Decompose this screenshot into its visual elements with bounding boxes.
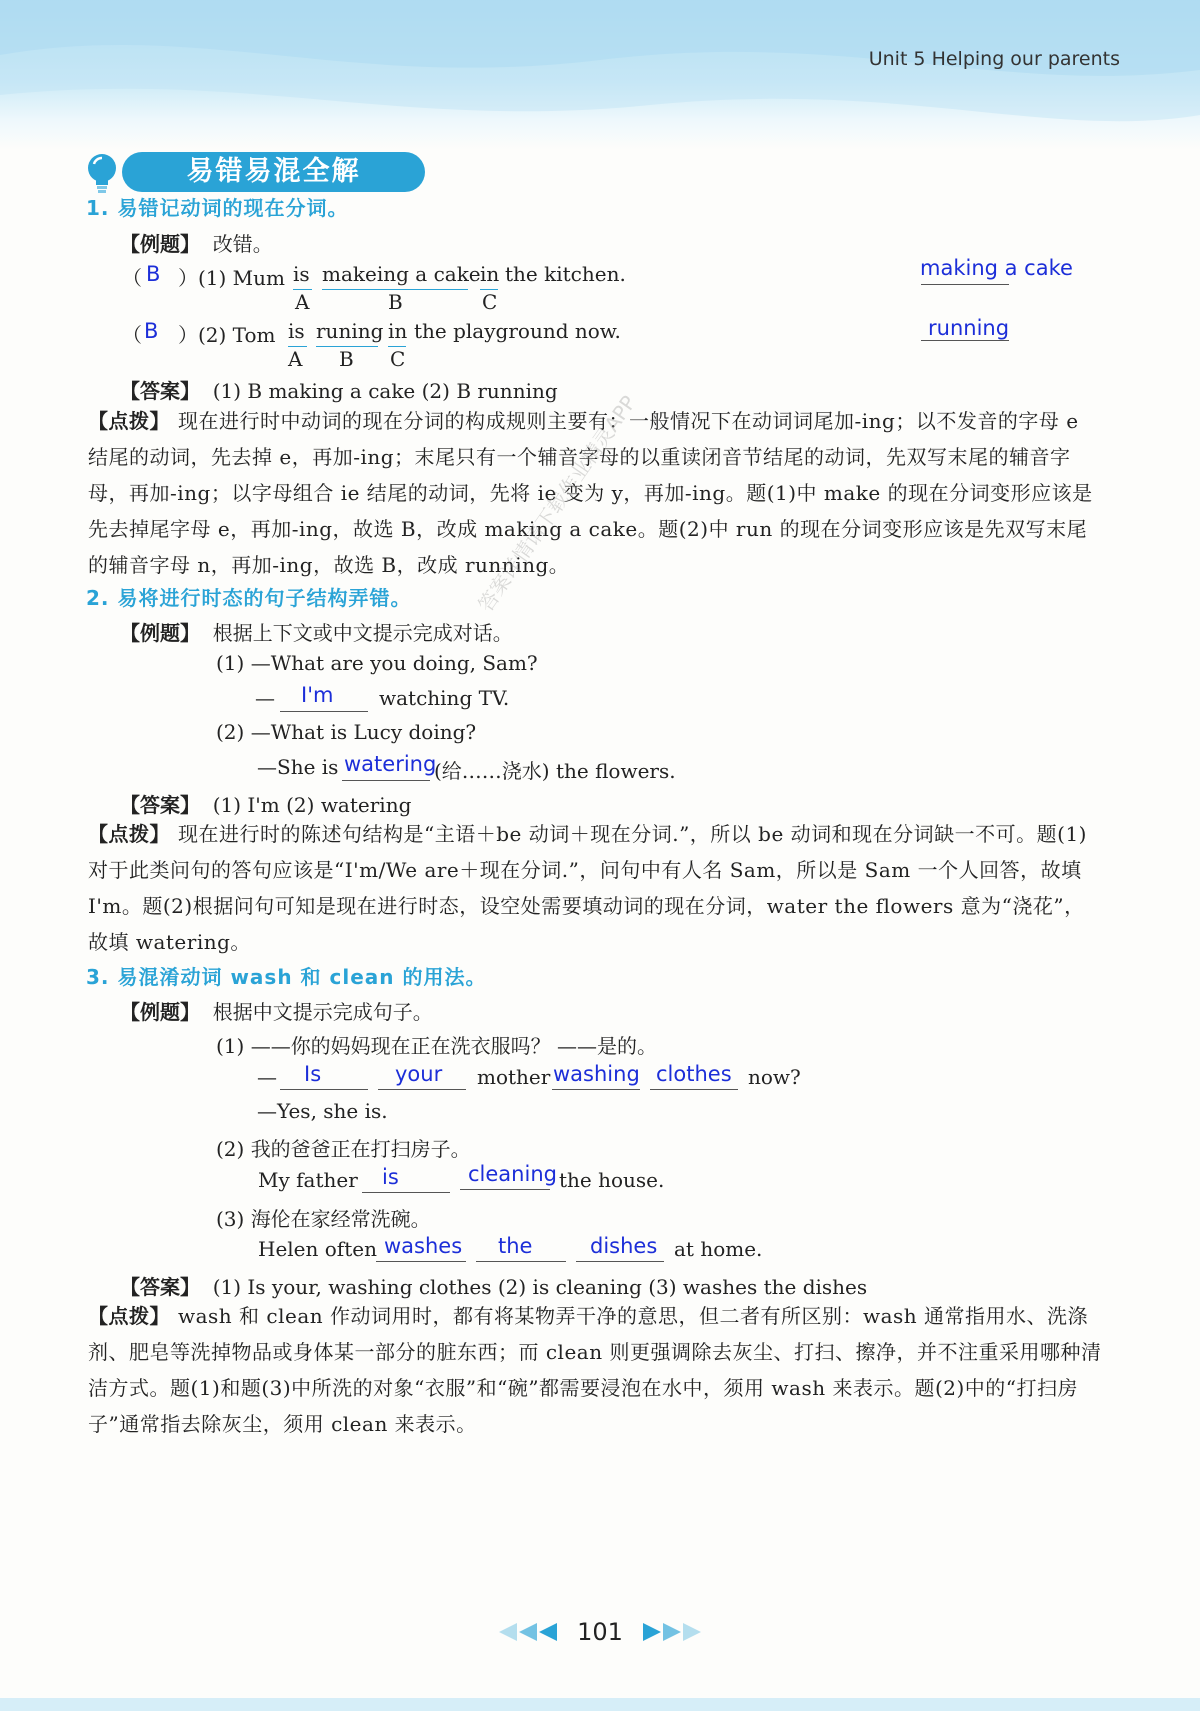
- option-word: is: [293, 262, 310, 286]
- blank-line: [576, 1261, 664, 1262]
- blank-line: [362, 1192, 450, 1193]
- example-label: 【例题】: [120, 232, 200, 256]
- blank-line: [650, 1089, 738, 1090]
- page-footer: [0, 1618, 1200, 1646]
- handwritten-answer: washes: [384, 1234, 463, 1258]
- handwritten-choice: B: [144, 319, 159, 343]
- answer-text: (1) I'm (2) watering: [212, 793, 412, 817]
- answer-label: 【答案】: [120, 793, 200, 817]
- option-word: in: [480, 262, 500, 286]
- arrow-left-icon: [519, 1623, 537, 1641]
- tip-paragraph: [88, 1298, 1102, 1442]
- example-row-3: [120, 996, 433, 1025]
- handwritten-answer: clothes: [656, 1062, 732, 1086]
- dash: —: [255, 686, 275, 710]
- dialogue-line: (2) —What is Lucy doing?: [216, 720, 477, 744]
- arrow-right-icon: [663, 1623, 681, 1641]
- page-number: 101: [577, 1618, 623, 1646]
- option-letter: C: [390, 347, 406, 371]
- option-letter: C: [482, 290, 498, 314]
- blank-line: [342, 780, 430, 781]
- tip-label: 【点拨】: [88, 409, 170, 433]
- option-word: is: [288, 319, 305, 343]
- dialogue-prefix: —She is: [257, 755, 339, 779]
- example-instruction: 根据上下文或中文提示完成对话。: [212, 621, 513, 645]
- answer-text: (1) B making a cake (2) B running: [212, 379, 558, 403]
- handwritten-answer: cleaning: [468, 1162, 557, 1186]
- sentence-word: mother: [477, 1065, 551, 1089]
- heading-1: 1. 易错记动词的现在分词。: [86, 196, 349, 220]
- tip-label: 【点拨】: [88, 1304, 170, 1328]
- chinese-prompt: (1) ——你的妈妈现在正在洗衣服吗？ ——是的。: [216, 1034, 658, 1058]
- bracket-open: （: [122, 266, 142, 290]
- arrow-left-icon: [499, 1623, 517, 1641]
- header-wave-decoration: [0, 0, 1200, 160]
- blank-line: [280, 1089, 368, 1090]
- tip-text: wash 和 clean 作动词用时，都有将某物弄干净的意思，但二者有所区别：wash 通常指用水、洗涤剂、肥皂等洗掉物品或身体某一部分的脏东西；而 clean 则更强调除去灰尘、打扫、擦净，并不注重采用哪种清洁方式。题(1)和题(3)中所洗的对象“衣服”和“碗”都需要浸泡在水中，须用 wash 来表示。题(2)中的“打扫房子”通常指去除灰尘，须用 clean 来表示。: [88, 1304, 1102, 1436]
- blank-line: [476, 1261, 566, 1262]
- blank-line: [378, 1089, 466, 1090]
- dash: —: [257, 1065, 277, 1089]
- option-letter: B: [388, 290, 403, 314]
- correction-line: [921, 340, 1009, 341]
- example-label: 【例题】: [120, 1000, 200, 1024]
- dialogue-tail: watching TV.: [379, 686, 510, 710]
- sentence-tail: the playground now.: [414, 319, 621, 343]
- answer-row: [120, 1271, 867, 1300]
- answer-row: [120, 789, 411, 818]
- correction-line: [921, 284, 1009, 285]
- answer-text: (1) Is your, washing clothes (2) is cleaning (3) washes the dishes: [212, 1275, 868, 1299]
- dialogue-tail: (给……浇水) the flowers.: [434, 759, 676, 783]
- handwritten-choice: B: [146, 262, 161, 286]
- watermark: 答案详情请下载作业精灵APP: [473, 391, 641, 617]
- option-letter: B: [339, 347, 354, 371]
- dialogue-line: (1) —What are you doing, Sam?: [216, 651, 538, 675]
- option-word: in: [388, 319, 408, 343]
- heading-2: 2. 易将进行时态的句子结构弄错。: [86, 586, 412, 610]
- bracket-open: （: [122, 323, 142, 347]
- section-title: 易错易混全解: [122, 152, 425, 192]
- sentence-prefix: My father: [258, 1168, 358, 1192]
- handwritten-answer: watering: [344, 752, 437, 776]
- question-prefix: ）(2) Tom: [178, 323, 276, 347]
- arrow-right-icon: [643, 1623, 661, 1641]
- handwritten-correction: making a cake: [920, 256, 1073, 280]
- tip-text: 现在进行时中动词的现在分词的构成规则主要有：一般情况下在动词词尾加-ing；以不发音的字母 e 结尾的动词，先去掉 e，再加-ing；末尾只有一个辅音字母的以重读闭音节结尾的动词，先双写末尾的辅音字母，再加-ing；以字母组合 ie 结尾的动词，先将 ie 变为 y，再加-ing。题(1)中 make 的现在分词变形应该是先去掉尾字母 e，再加-ing，故选 B，改成 making a cake。题(2)中 run 的现在分词变形应该是先双写末尾的辅音字母 n，再加-ing，故选 B，改成 running。: [88, 409, 1093, 577]
- chinese-prompt: (3) 海伦在家经常洗碗。: [216, 1207, 431, 1231]
- sentence-tail: the kitchen.: [505, 262, 626, 286]
- option-letter: A: [295, 290, 310, 314]
- example-instruction: 根据中文提示完成句子。: [212, 1000, 433, 1024]
- example-instruction: 改错。: [212, 232, 273, 256]
- option-word: makeing a cake: [322, 262, 481, 286]
- sentence-tail: at home.: [674, 1237, 763, 1261]
- handwritten-answer: Is: [304, 1062, 322, 1086]
- tip-label: 【点拨】: [88, 822, 170, 846]
- handwritten-correction: running: [928, 316, 1010, 340]
- handwritten-answer: washing: [553, 1062, 640, 1086]
- sentence-prefix: Helen often: [258, 1237, 377, 1261]
- blank-line: [552, 1089, 640, 1090]
- tip-paragraph: [88, 816, 1102, 960]
- handwritten-answer: your: [395, 1062, 443, 1086]
- sentence-tail: now?: [748, 1065, 801, 1089]
- handwritten-answer: the: [498, 1234, 533, 1258]
- bottom-band: [0, 1698, 1200, 1711]
- handwritten-answer: dishes: [590, 1234, 658, 1258]
- answer-row: [120, 375, 558, 404]
- answer-label: 【答案】: [120, 379, 200, 403]
- answer-label: 【答案】: [120, 1275, 200, 1299]
- example-row-1: [120, 228, 273, 257]
- dialogue-reply: —Yes, she is.: [257, 1099, 388, 1123]
- unit-title: Unit 5 Helping our parents: [868, 48, 1120, 70]
- example-row-2: [120, 617, 513, 646]
- handwritten-answer: I'm: [301, 683, 334, 707]
- option-word: runing: [316, 319, 384, 343]
- blank-line: [376, 1261, 466, 1262]
- heading-3: 3. 易混淆动词 wash 和 clean 的用法。: [86, 965, 487, 989]
- blank-line: [280, 711, 368, 712]
- blank-line: [460, 1189, 550, 1190]
- arrow-left-icon: [539, 1623, 557, 1641]
- chinese-prompt: (2) 我的爸爸正在打扫房子。: [216, 1137, 471, 1161]
- arrow-right-icon: [683, 1623, 701, 1641]
- lightbulb-icon: [82, 150, 122, 196]
- option-letter: A: [288, 347, 303, 371]
- example-label: 【例题】: [120, 621, 200, 645]
- handwritten-answer: is: [382, 1165, 399, 1189]
- question-prefix: ）(1) Mum: [178, 266, 286, 290]
- sentence-tail: the house.: [559, 1168, 665, 1192]
- tip-text: 现在进行时的陈述句结构是“主语＋be 动词＋现在分词.”，所以 be 动词和现在分词缺一不可。题(1)对于此类问句的答句应该是“I'm/We are＋现在分词.”，问句中有人名 Sam，所以是 Sam 一个人回答，故填 I'm。题(2)根据问句可知是现在进行时态，设空处需要填动词的现在分词，water the flowers 意为“浇花”，故填 watering。: [88, 822, 1087, 954]
